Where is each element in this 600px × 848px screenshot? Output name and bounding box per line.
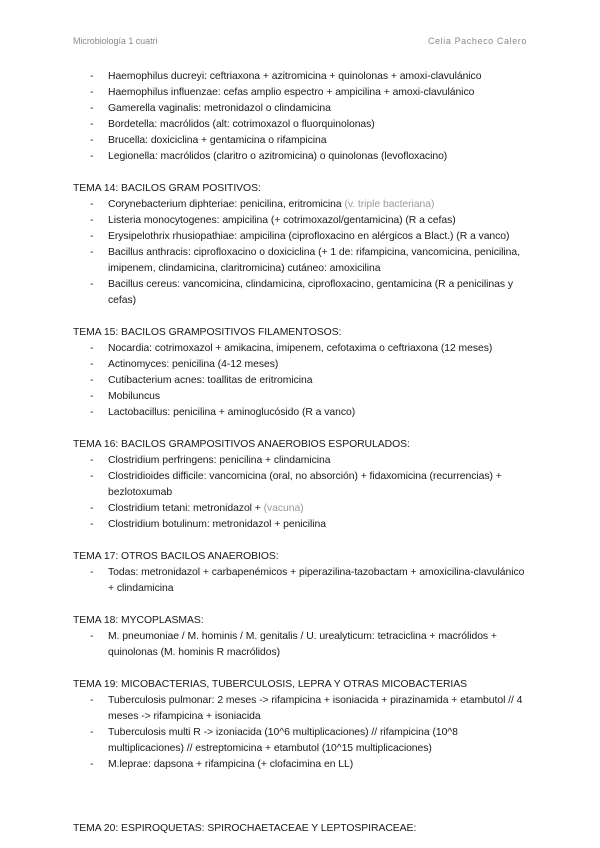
bullet-list — [73, 69, 533, 165]
list-item — [73, 725, 533, 757]
section-title: TEMA 17: OTROS BACILOS ANAEROBIOS: — [73, 551, 279, 562]
bullet-list — [73, 693, 533, 773]
section — [73, 677, 533, 773]
list-item — [73, 469, 533, 501]
header-course: Microbiología 1 cuatri — [73, 36, 158, 46]
list-item — [73, 501, 533, 517]
section-title: TEMA 19: MICOBACTERIAS, TUBERCULOSIS, LEPRA Y OTRAS MICOBACTERIAS — [73, 679, 468, 690]
list-item — [73, 69, 533, 85]
item-text: Haemophilus ducreyi: ceftriaxona + azitromicina + quinolonas + amoxi-clavulánico — [108, 71, 482, 82]
item-text: M.leprae: dapsona + rifampicina (+ clofacimina en LL) — [108, 759, 354, 770]
item-text: Tuberculosis pulmonar: 2 meses -> rifampicina + isoniacida + pirazinamida + etambutol // 4 meses -> rifampicina + isoniacida — [108, 695, 523, 722]
item-note: (vacuna) — [263, 503, 304, 514]
item-text: Bordetella: macrólidos (alt: cotrimoxazol o fluorquinolonas) — [108, 119, 375, 130]
section — [73, 821, 533, 837]
list-item — [73, 405, 533, 421]
item-text: Bacillus anthracis: ciprofloxacino o doxiciclina (+ 1 de: rifampicina, vancomicina, penicilina, imipenem, clindamicina, claritromicina) cutáneo: amoxicilina — [108, 247, 520, 274]
list-item — [73, 629, 533, 661]
header-author: Celia Pacheco Calero — [427, 36, 527, 46]
list-item — [73, 357, 533, 373]
item-text: Nocardia: cotrimoxazol + amikacina, imipenem, cefotaxima o ceftriaxona (12 meses) — [108, 343, 493, 354]
list-item — [73, 389, 533, 405]
item-text: Clostridioides difficile: vancomicina (oral, no absorción) + fidaxomicina (recurrencias) + bezlotoxumab — [108, 471, 502, 498]
list-item — [73, 565, 533, 597]
item-text: Haemophilus influenzae: cefas amplio espectro + ampicilina + amoxi-clavulánico — [108, 87, 475, 98]
document-body — [73, 69, 533, 848]
item-note: (v. triple bacteriana) — [344, 199, 435, 210]
item-text: Clostridium botulinum: metronidazol + penicilina — [108, 519, 326, 530]
item-text: Mobiluncus — [108, 391, 161, 402]
list-item — [73, 133, 533, 149]
list-item — [73, 517, 533, 533]
section — [73, 549, 533, 597]
list-item — [73, 101, 533, 117]
section-title: TEMA 16: BACILOS GRAMPOSITIVOS ANAEROBIOS ESPORULADOS: — [73, 439, 410, 450]
bullet-list — [73, 629, 533, 661]
section — [73, 325, 533, 421]
item-text: Gamerella vaginalis: metronidazol o clindamicina — [108, 103, 331, 114]
item-text: Clostridium tetani: metronidazol + — [108, 503, 264, 514]
item-text: Legionella: macrólidos (claritro o azitromicina) o quinolonas (levofloxacino) — [108, 151, 448, 162]
list-item — [73, 229, 533, 245]
section — [73, 437, 533, 533]
item-text: Erysipelothrix rhusiopathiae: ampicilina (ciprofloxacino en alérgicos a Blact.) (R a vanco) — [108, 231, 510, 242]
bullet-list — [73, 341, 533, 421]
list-item — [73, 693, 533, 725]
item-text: M. pneumoniae / M. hominis / M. genitalis / U. urealyticum: tetraciclina + macrólidos + quinolonas (M. hominis R macrólidos) — [108, 631, 497, 658]
bullet-list — [73, 197, 533, 309]
item-text: Lactobacillus: penicilina + aminoglucósido (R a vanco) — [108, 407, 356, 418]
list-item — [73, 341, 533, 357]
bullet-list — [73, 453, 533, 533]
item-text: Actinomyces: penicilina (4-12 meses) — [108, 359, 279, 370]
section — [73, 181, 533, 309]
item-text: Brucella: doxiciclina + gentamicina o rifampicina — [108, 135, 327, 146]
item-text: Todas: metronidazol + carbapenémicos + piperazilina-tazobactam + amoxicilina-clavulánico + clindamicina — [108, 567, 525, 594]
list-item — [73, 197, 533, 213]
section — [73, 69, 533, 165]
item-text: Listeria monocytogenes: ampicilina (+ cotrimoxazol/gentamicina) (R a cefas) — [108, 215, 456, 226]
item-text: Cutibacterium acnes: toallitas de eritromicina — [108, 375, 313, 386]
list-item — [73, 245, 533, 277]
list-item — [73, 373, 533, 389]
item-text: Tuberculosis multi R -> izoniacida (10^6 multiplicaciones) // rifampicina (10^8 multiplicaciones) // estreptomicina + etambutol (10^15 multiplicaciones) — [108, 727, 458, 754]
section — [73, 613, 533, 661]
section-title: TEMA 20: ESPIROQUETAS: SPIROCHAETACEAE Y LEPTOSPIRACEAE: — [73, 823, 417, 834]
section-title: TEMA 18: MYCOPLASMAS: — [73, 615, 204, 626]
section-title: TEMA 15: BACILOS GRAMPOSITIVOS FILAMENTOSOS: — [73, 327, 342, 338]
list-item — [73, 213, 533, 229]
list-item — [73, 453, 533, 469]
item-text: Bacillus cereus: vancomicina, clindamicina, ciprofloxacino, gentamicina (R a penicilinas y cefas) — [108, 279, 513, 306]
list-item — [73, 85, 533, 101]
list-item — [73, 277, 533, 309]
list-item — [73, 757, 533, 773]
bullet-list — [73, 565, 533, 597]
list-item — [73, 149, 533, 165]
item-text: Clostridium perfringens: penicilina + clindamicina — [108, 455, 331, 466]
list-item — [73, 117, 533, 133]
item-text: Corynebacterium diphteriae: penicilina, eritromicina — [108, 199, 345, 210]
section-title: TEMA 14: BACILOS GRAM POSITIVOS: — [73, 183, 261, 194]
